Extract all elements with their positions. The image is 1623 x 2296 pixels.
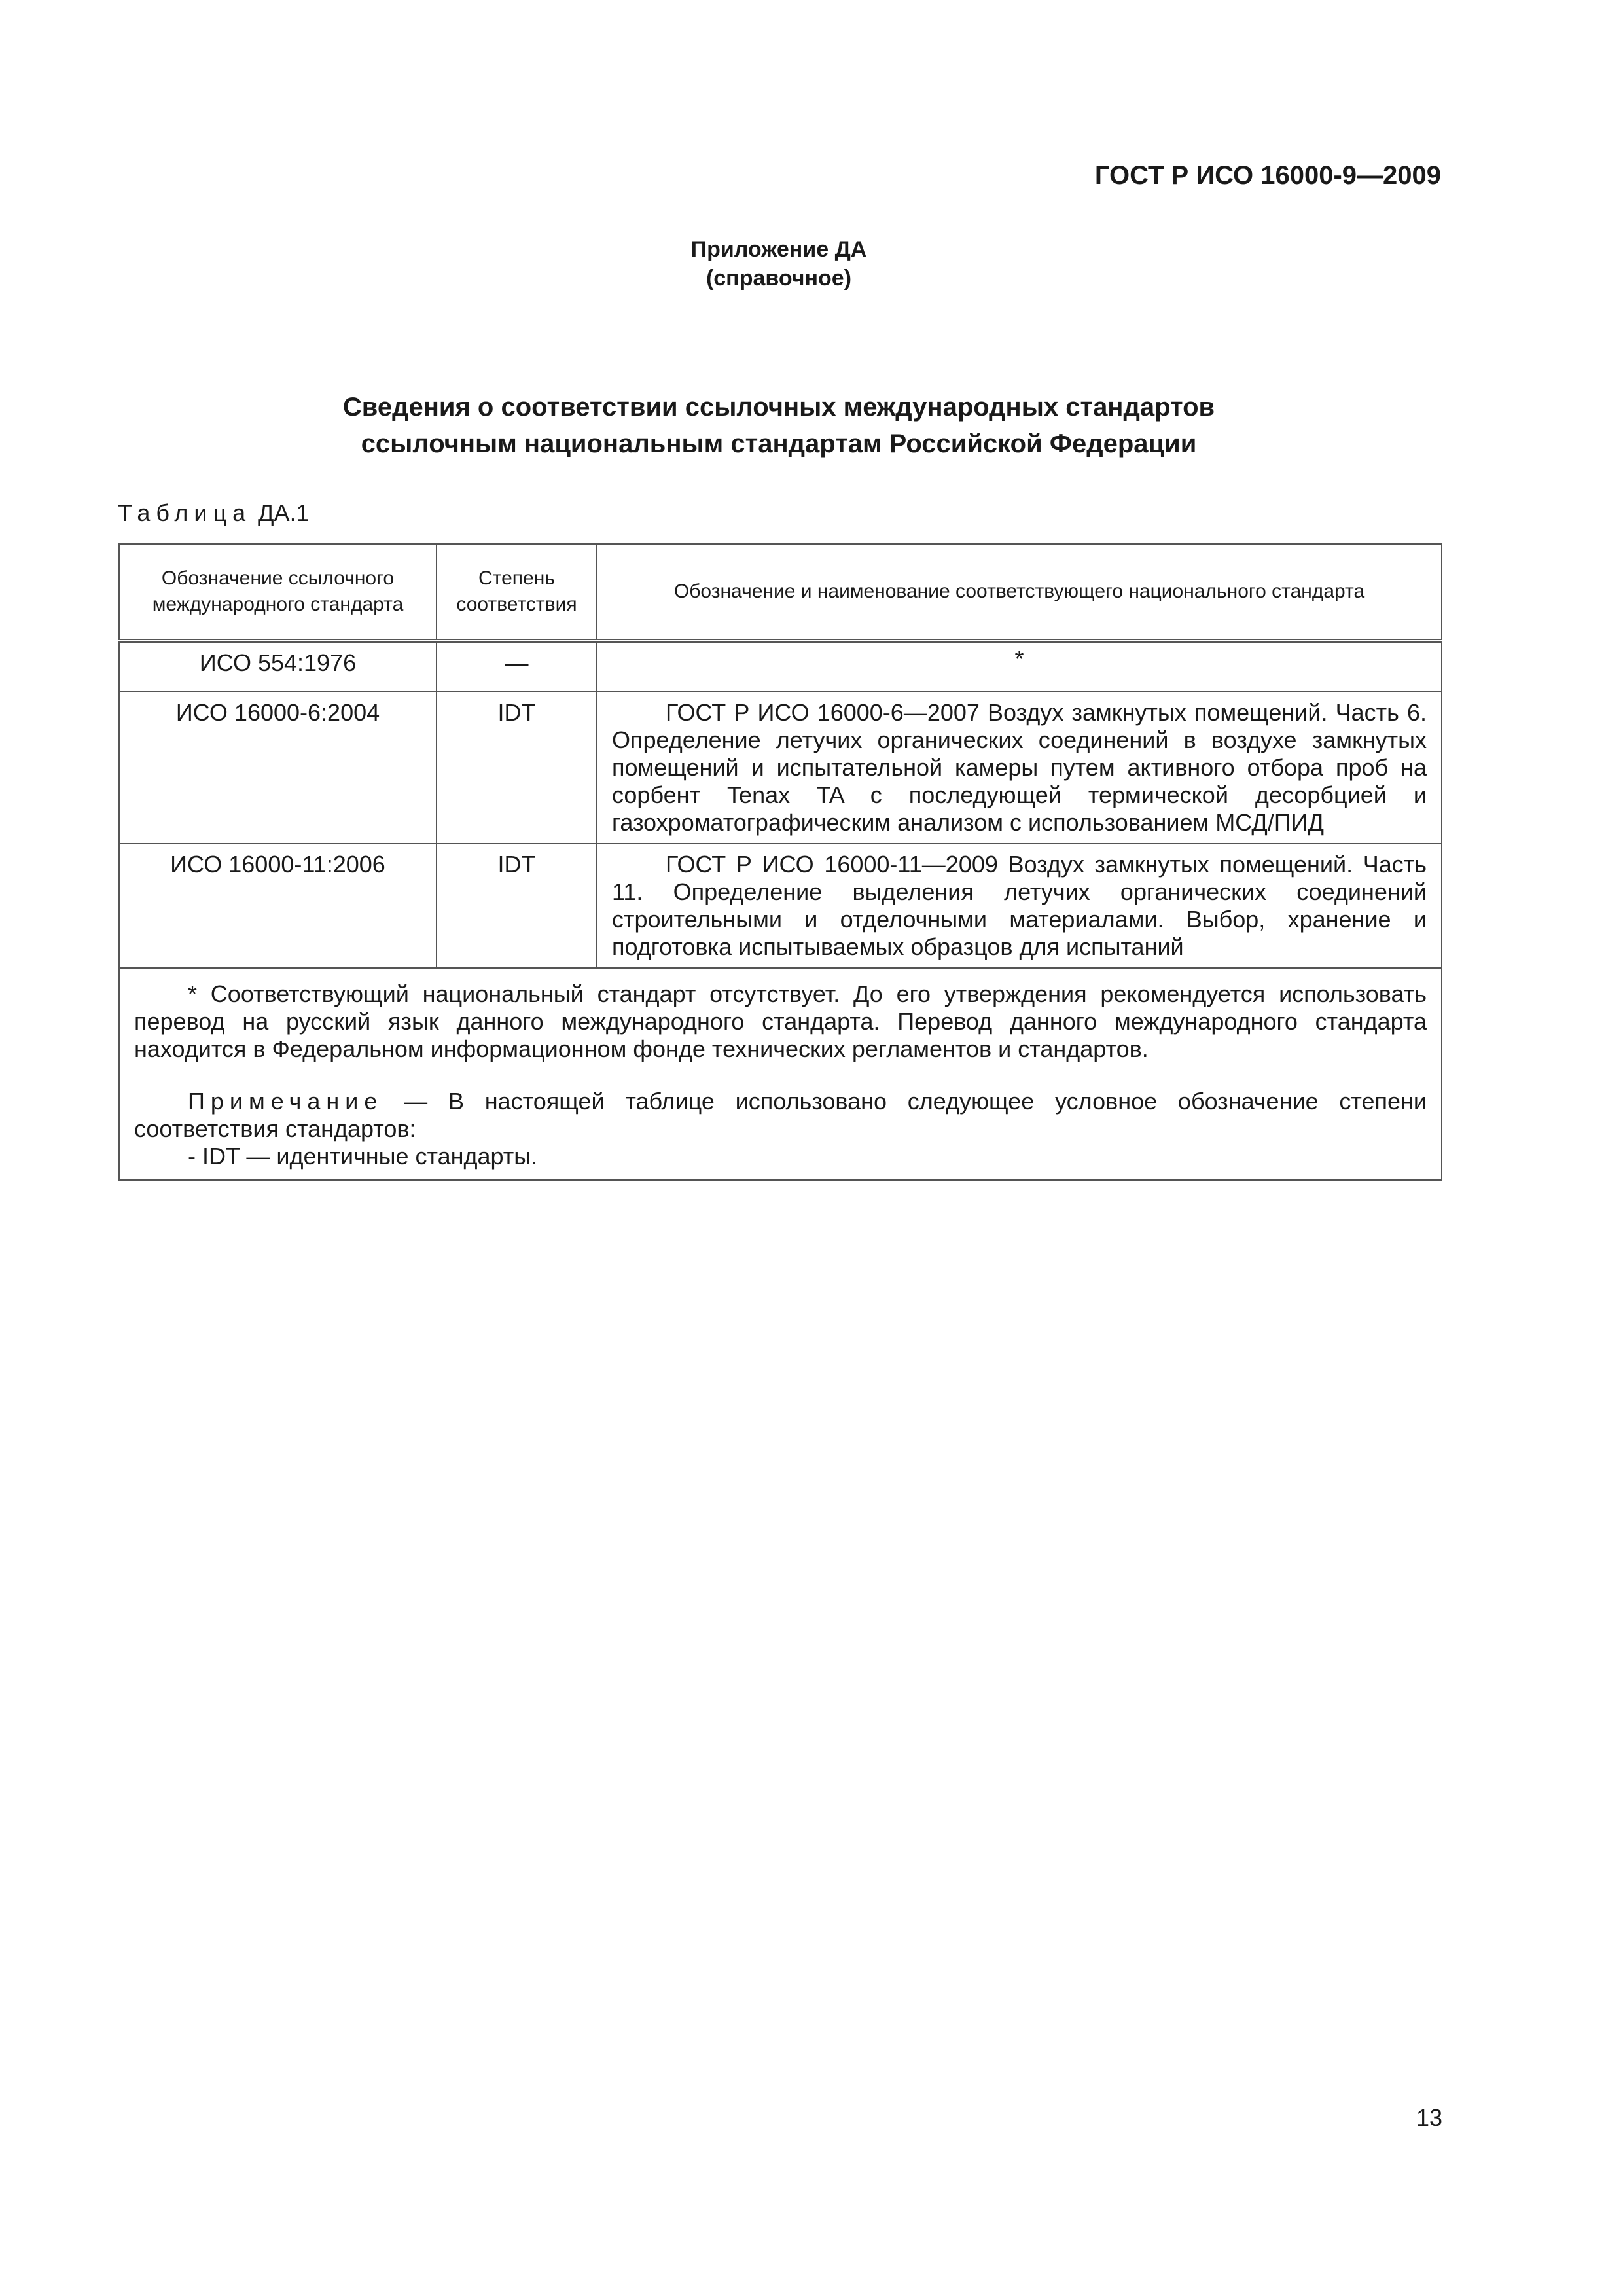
section-heading-line-2: ссылочным национальным стандартам Российской Федерации xyxy=(361,429,1197,458)
table-footnote-row xyxy=(119,968,1442,1180)
cell-degree: IDT xyxy=(437,692,597,844)
appendix-subtitle: (справочное) xyxy=(705,266,852,291)
table-header-row xyxy=(119,544,1442,641)
column-header-national: Обозначение и наименование соответствующего национального стандарта xyxy=(597,544,1442,641)
cell-degree: — xyxy=(437,641,597,692)
column-header-designation: Обозначение ссылочного международного стандарта xyxy=(119,544,437,641)
table-label-number: ДА.1 xyxy=(258,499,310,526)
column-header-degree: Степень соответствия xyxy=(437,544,597,641)
correspondence-table xyxy=(118,543,1442,1181)
note-text: — В настоящей таблице использовано следующее условное обозначение степени соответствия стандартов: xyxy=(134,1088,1427,1142)
cell-designation: ИСО 554:1976 xyxy=(119,641,437,692)
table-row xyxy=(119,641,1442,692)
table-row xyxy=(119,692,1442,844)
page-number: 13 xyxy=(1416,2104,1442,2131)
note-item: - IDT — идентичные стандарты. xyxy=(188,1143,538,1170)
cell-designation: ИСО 16000-6:2004 xyxy=(119,692,437,844)
section-heading xyxy=(0,389,1558,462)
table-label-word: Таблица xyxy=(118,499,252,526)
footnote-text: * Соответствующий национальный стандарт отсутствует. До его утверждения рекомендуется использовать перевод на русский язык данного международного стандарта. Перевод данного международного стандарта находится в Федеральном информационном фонде технических регламентов и стандартов. xyxy=(134,980,1427,1062)
cell-designation: ИСО 16000-11:2006 xyxy=(119,844,437,968)
document-code: ГОСТ Р ИСО 16000-9—2009 xyxy=(1094,161,1441,190)
table-label xyxy=(118,499,310,528)
appendix-title: Приложение ДА xyxy=(690,237,867,262)
section-heading-line-1: Сведения о соответствии ссылочных международных стандартов xyxy=(342,393,1215,422)
cell-national: ГОСТ Р ИСО 16000-6—2007 Воздух замкнутых помещений. Часть 6. Определение летучих органических соединений в воздухе замкнутых помещений и испытательной камеры путем активного отбора проб на сорбент Tenax TA с последующей термической десорбцией и газохроматографическим анализом с использованием МСД/ПИД xyxy=(597,692,1442,844)
note-label: Примечание xyxy=(188,1088,383,1115)
cell-national: * xyxy=(597,641,1442,692)
table-footnote xyxy=(119,968,1442,1180)
cell-degree: IDT xyxy=(437,844,597,968)
cell-national: ГОСТ Р ИСО 16000-11—2009 Воздух замкнутых помещений. Часть 11. Определение выделения летучих органических соединений строительными и отделочными материалами. Выбор, хранение и подготовка испытываемых образцов для испытаний xyxy=(597,844,1442,968)
table-row xyxy=(119,844,1442,968)
table-note xyxy=(134,1088,1427,1143)
